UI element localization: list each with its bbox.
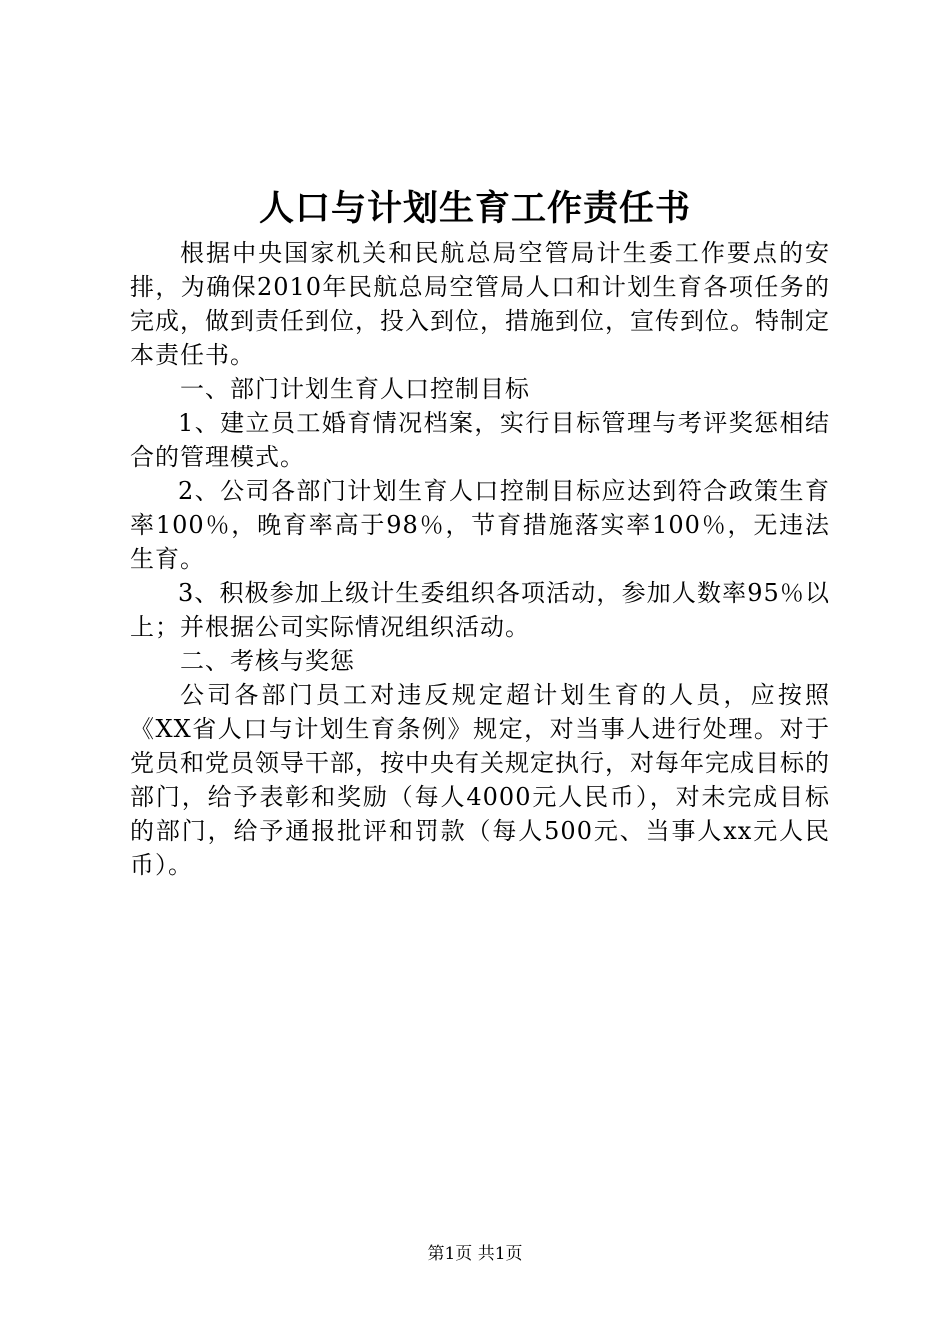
item-paragraph-3: 3、积极参加上级计生委组织各项活动，参加人数率95％以上；并根据公司实际情况组织活动。 [130,579,830,641]
page-footer: 第1页 共1页 [427,1244,523,1264]
assessment-paragraph: 公司各部门员工对违反规定超计划生育的人员，应按照《XX省人口与计划生育条例》规定，对当事人进行处理。对于党员和党员领导干部，按中央有关规定执行，对每年完成目标的部门，给予表彰和奖励（每人4000元人民币），对未完成目标的部门，给予通报批评和罚款（每人500元、当事人xx元人民币）。 [130,681,830,879]
item-paragraph-1: 1、建立员工婚育情况档案，实行目标管理与考评奖惩相结合的管理模式。 [130,409,830,471]
document-body [130,236,830,882]
item-paragraph-2: 2、公司各部门计划生育人口控制目标应达到符合政策生育率100％，晚育率高于98％，节育措施落实率100％，无违法生育。 [130,477,830,573]
document-title: 人口与计划生育工作责任书 [258,188,691,229]
section-heading-2: 二、考核与奖惩 [180,647,355,675]
section-heading-1: 一、部门计划生育人口控制目标 [180,375,530,403]
intro-paragraph: 根据中央国家机关和民航总局空管局计生委工作要点的安排，为确保2010年民航总局空管局人口和计划生育各项任务的完成，做到责任到位，投入到位，措施到位，宣传到位。特制定本责任书。 [130,239,830,369]
